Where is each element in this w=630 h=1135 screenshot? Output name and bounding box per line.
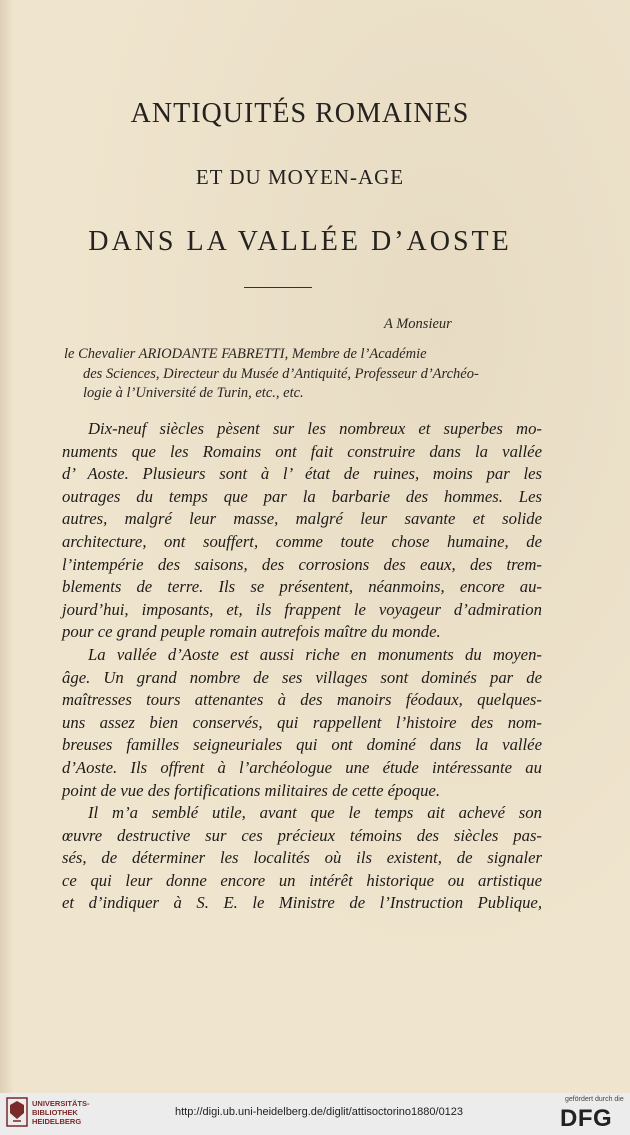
text-line: et d’indiquer à S. E. le Ministre de l’Instruction Publique, <box>62 893 542 913</box>
text-line: architecture, ont souffert, comme toute chose humaine, de <box>62 531 542 551</box>
dedication-line: A Monsieur <box>384 316 452 332</box>
text-line: Il m’a semblé utile, avant que le temps ait achevé son <box>88 803 542 823</box>
text-line: blements de terre. Ils se présentent, néanmoins, encore au- <box>62 577 542 597</box>
title-line-1: ANTIQUITÉS ROMAINES <box>130 98 470 129</box>
dedication-line: des Sciences, Directeur du Musée d’Antiquité, Professeur d’Archéo- <box>83 366 479 382</box>
dedication-line: le Chevalier ARIODANTE FABRETTI, Membre de l’Académie <box>64 346 427 362</box>
funded-by-label: gefördert durch die <box>565 1096 624 1103</box>
text-line: âge. Un grand nombre de ses villages sont dominés par de <box>62 667 542 687</box>
text-line: point de vue des fortifications militaires de cette époque. <box>62 780 441 800</box>
permalink[interactable]: http://digi.ub.uni-heidelberg.de/diglit/attisoctorino1880/0123 <box>175 1106 464 1118</box>
text-line: sés, de déterminer les localités où ils existent, de signaler <box>62 848 542 868</box>
text-line: breuses familles seigneuriales qui ont dominé dans la vallée <box>62 735 542 755</box>
text-line: numents que les Romains ont fait construire dans la vallée <box>62 441 542 461</box>
dfg-logo: DFG <box>560 1105 613 1132</box>
university-seal-icon <box>6 1097 28 1127</box>
text-line: l’intempérie des saisons, des corrosions des eaux, des trem- <box>62 554 542 574</box>
dedication-line: logie à l’Université de Turin, etc., etc. <box>83 385 304 401</box>
text-line: d’ Aoste. Plusieurs sont à l’ état de ruines, moins par les <box>62 464 542 484</box>
text-line: Dix-neuf siècles pèsent sur les nombreux et superbes mo- <box>88 419 542 438</box>
institution-name: UNIVERSITÄTS- BIBLIOTHEK HEIDELBERG <box>32 1099 90 1126</box>
text-line: ce qui leur donne encore un intérêt historique ou artistique <box>62 870 542 890</box>
viewer-footer <box>0 1093 630 1135</box>
text-line: maîtresses tours attenantes à des manoirs féodaux, quelques- <box>62 690 542 710</box>
title-line-2: ET DU MOYEN-AGE <box>195 165 405 189</box>
text-line: œuvre destructive sur ces précieux témoins des siècles pas- <box>62 825 542 845</box>
body-text <box>62 418 542 915</box>
text-line: pour ce grand peuple romain autrefois maître du monde. <box>62 622 441 642</box>
text-line: jourd’hui, imposants, et, ils frappent le voyageur d’admiration <box>62 599 542 619</box>
text-line: uns assez bien conservés, qui rappellent l’histoire des nom- <box>62 712 542 732</box>
text-line: La vallée d’Aoste est aussi riche en monuments du moyen- <box>88 644 542 664</box>
text-line: d’Aoste. Ils offrent à l’archéologue une étude intéressante au <box>62 757 542 777</box>
text-line: outrages du temps que par la barbarie des hommes. Les <box>62 486 542 506</box>
title-line-3: DANS LA VALLÉE D’AOSTE <box>88 226 512 257</box>
title-divider <box>244 287 312 288</box>
text-line: autres, malgré leur masse, malgré leur savante et solide <box>62 509 542 529</box>
